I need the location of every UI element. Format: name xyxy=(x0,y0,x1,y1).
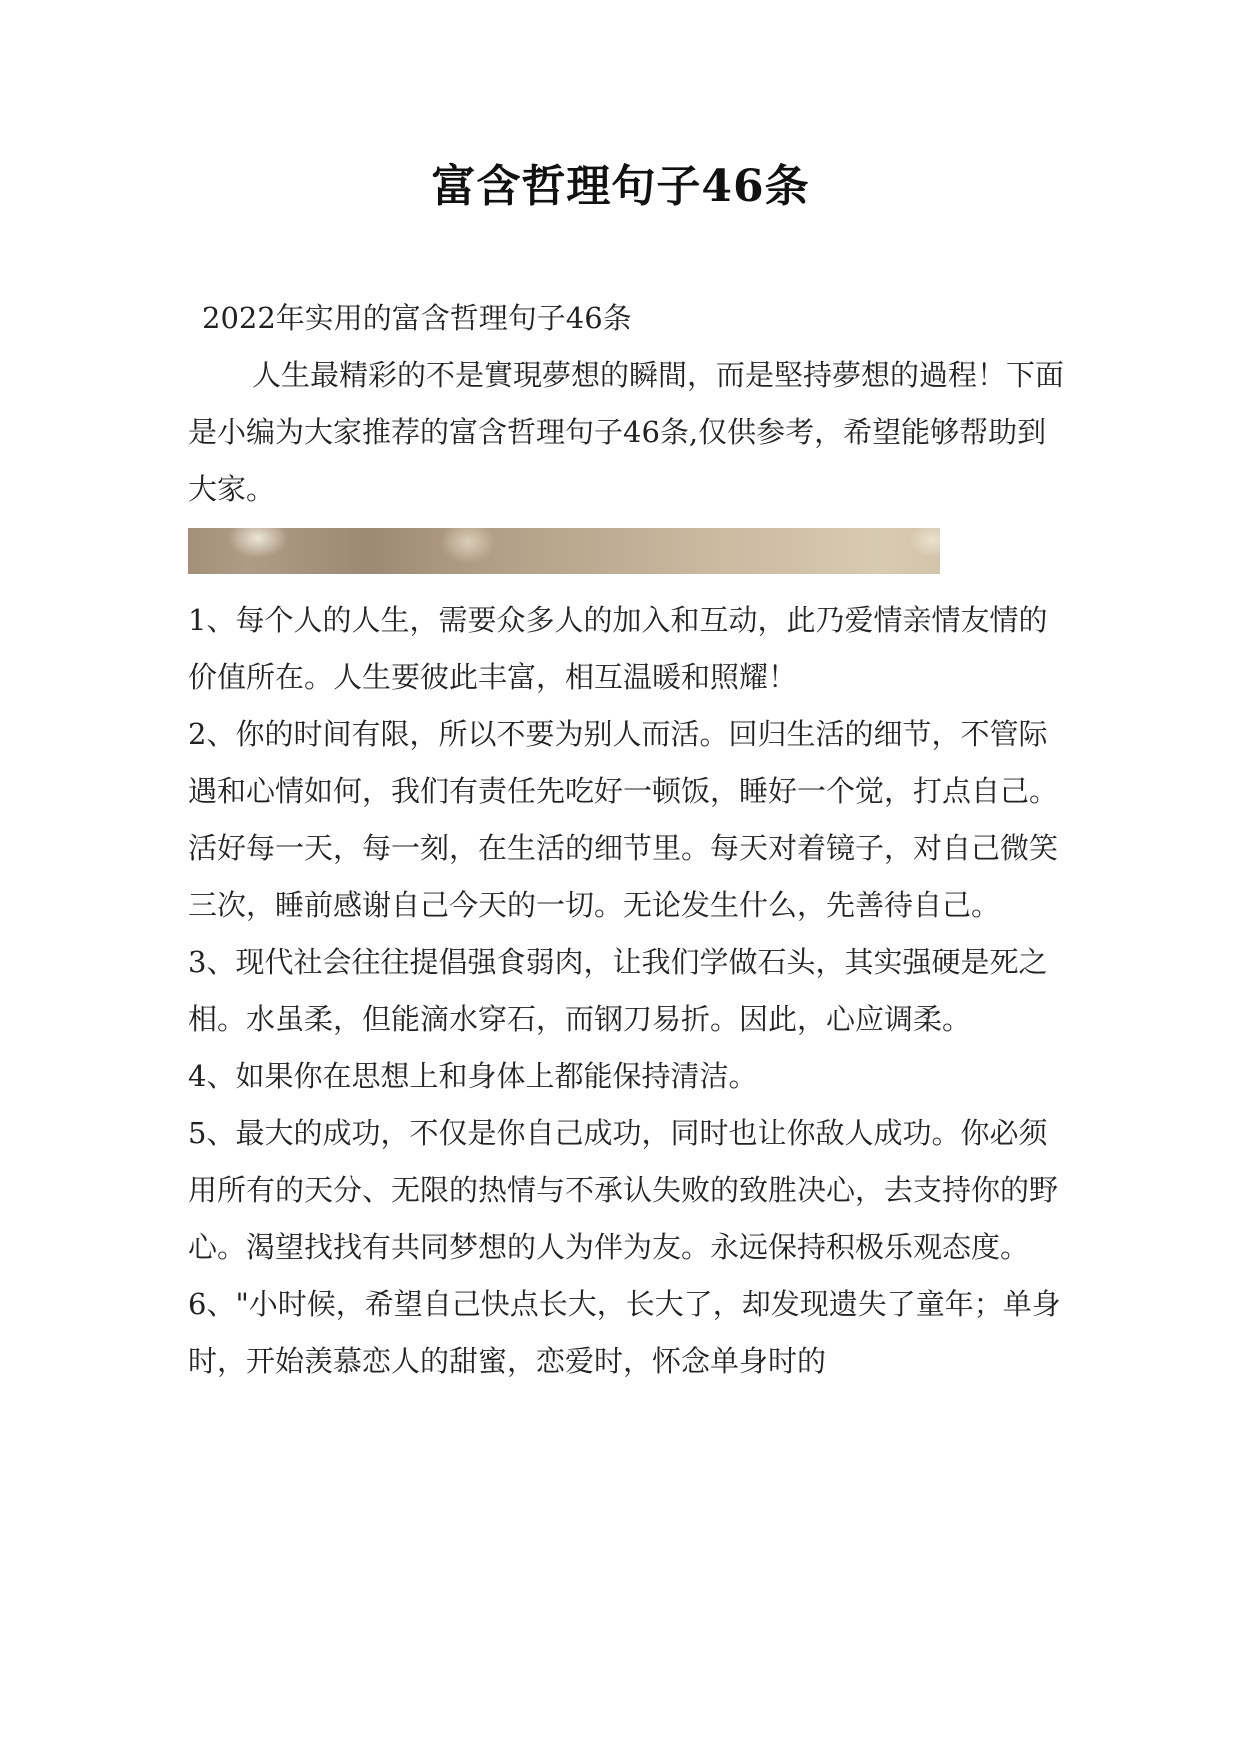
list-item: 5、最大的成功，不仅是你自己成功，同时也让你敌人成功。你必须用所有的天分、无限的热情与不承认失败的致胜决心，去支持你的野心。渴望找找有共同梦想的人为伴为友。永远保持积极乐观态度。 xyxy=(188,1116,1059,1264)
document-body xyxy=(188,290,1068,1390)
list-item: 1、每个人的人生，需要众多人的加入和互动，此乃爱情亲情友情的价值所在。人生要彼此丰富，相互温暖和照耀！ xyxy=(188,603,1048,694)
banner-image xyxy=(188,528,940,574)
document-subtitle: 2022年实用的富含哲理句子46条 xyxy=(202,301,632,335)
list-item: 2、你的时间有限，所以不要为别人而活。回归生活的细节，不管际遇和心情如何，我们有责任先吃好一顿饭，睡好一个觉，打点自己。活好每一天，每一刻，在生活的细节里。每天对着镜子，对自己微笑三次，睡前感谢自己今天的一切。无论发生什么，先善待自己。 xyxy=(188,717,1059,922)
page-title: 富含哲理句子46条 xyxy=(431,161,810,212)
intro-paragraph: 人生最精彩的不是實現夢想的瞬間，而是堅持夢想的過程！下面是小编为大家推荐的富含哲理句子46条,仅供参考，希望能够帮助到大家。 xyxy=(188,358,1065,506)
list-item: 4、如果你在思想上和身体上都能保持清洁。 xyxy=(188,1059,758,1093)
list-item: 6、"小时候，希望自己快点长大，长大了，却发现遗失了童年；单身时，开始羡慕恋人的甜蜜，恋爱时，怀念单身时的 xyxy=(188,1287,1061,1378)
list-item: 3、现代社会往往提倡强食弱肉，让我们学做石头，其实强硬是死之相。水虽柔，但能滴水穿石，而钢刀易折。因此，心应调柔。 xyxy=(188,945,1048,1036)
